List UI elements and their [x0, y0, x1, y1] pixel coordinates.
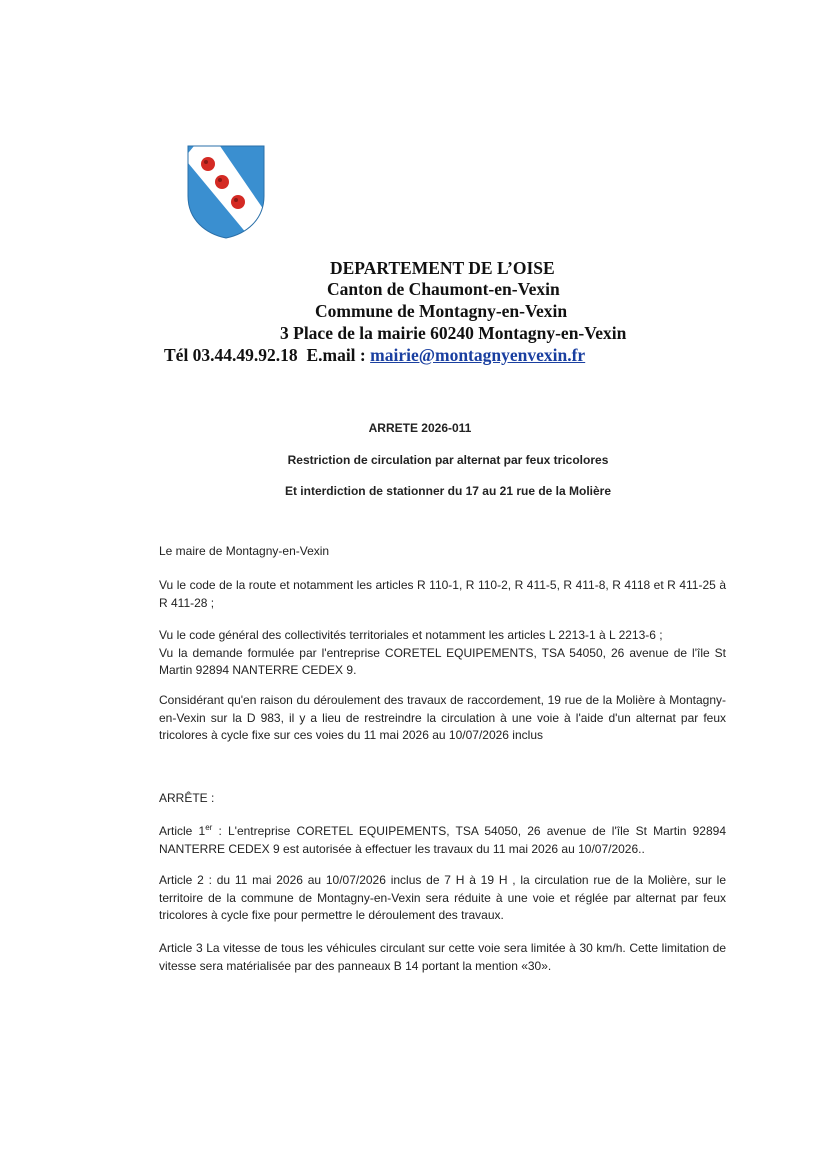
departement-line: DEPARTEMENT DE L’OISE	[330, 258, 555, 278]
arrete-label: ARRÊTE :	[159, 791, 215, 805]
arrete-number: ARRETE 2026-011	[368, 421, 472, 435]
arrete-subject-2: Et interdiction de stationner du 17 au 21 rue de la Molière	[284, 484, 612, 498]
vu-demande-paragraph: Vu la demande formulée par l'entreprise CORETEL EQUIPEMENTS, TSA 54050, 26 avenue de l'île St Martin 92894 NANTERRE CEDEX 9.	[159, 645, 726, 677]
considerant-paragraph: Considérant qu'en raison du déroulement des travaux de raccordement, 19 rue de la Molière à Montagny-en-Vexin sur la D 983, il y a lieu de restreindre la circulation à une voie à l'aide d'un alternat par feux tricolores à cycle fixe sur ces voies du 11 mai 2026 au 10/07/2026 inclus	[159, 693, 726, 742]
canton-line: Canton de Chaumont-en-Vexin	[327, 279, 560, 299]
article-1-label: Article 1	[159, 824, 206, 838]
article-3-paragraph: Article 3 La vitesse de tous les véhicules circulant sur cette voie sera limitée à 30 km/h. Cette limitation de vitesse sera matérialisée par des panneaux B 14 portant la mention «30».	[159, 941, 726, 973]
commune-line: Commune de Montagny-en-Vexin	[315, 301, 568, 321]
arrete-subject-1: Restriction de circulation par alternat par feux tricolores	[287, 453, 609, 467]
coat-of-arms-icon	[186, 144, 266, 240]
article-1-paragraph	[159, 823, 726, 858]
vu-code-route-paragraph: Vu le code de la route et notamment les articles R 110-1, R 110-2, R 411-5, R 411-8, R 4118 et R 411-25 à R 411-28 ;	[159, 578, 726, 610]
vu-cgct-paragraph: Vu le code général des collectivités territoriales et notamment les articles L 2213-1 à L 2213-6 ; Vu la demande formulée par l'entreprise CORETEL EQUIPEMENTS, TSA 54050, 26 avenue de l'île St Martin 92894 NANTERRE CEDEX 9.	[159, 627, 726, 680]
intro-paragraph: Le maire de Montagny-en-Vexin	[159, 544, 330, 558]
contact-line	[164, 345, 585, 367]
address-line: 3 Place de la mairie 60240 Montagny-en-Vexin	[280, 323, 627, 343]
article-2-paragraph: Article 2 : du 11 mai 2026 au 10/07/2026 inclus de 7 H à 19 H , la circulation rue de la Molière, sur le territoire de la commune de Montagny-en-Vexin sera réduite à une voie et réglée par alternat par feux tricolores à cycle fixe pour permettre le déroulement des travaux.	[159, 873, 726, 922]
article-1-sup: er	[205, 823, 213, 832]
email-link[interactable]: mairie@montagnyenvexin.fr	[370, 345, 586, 365]
email-label: E.mail :	[306, 345, 366, 365]
phone-text: Tél 03.44.49.92.18	[164, 345, 298, 365]
article-1-text: : L'entreprise CORETEL EQUIPEMENTS, TSA 54050, 26 avenue de l'île St Martin 92894 NANTERRE CEDEX 9 est autorisée à effectuer les travaux du 11 mai 2026 au 10/07/2026..	[159, 824, 726, 856]
